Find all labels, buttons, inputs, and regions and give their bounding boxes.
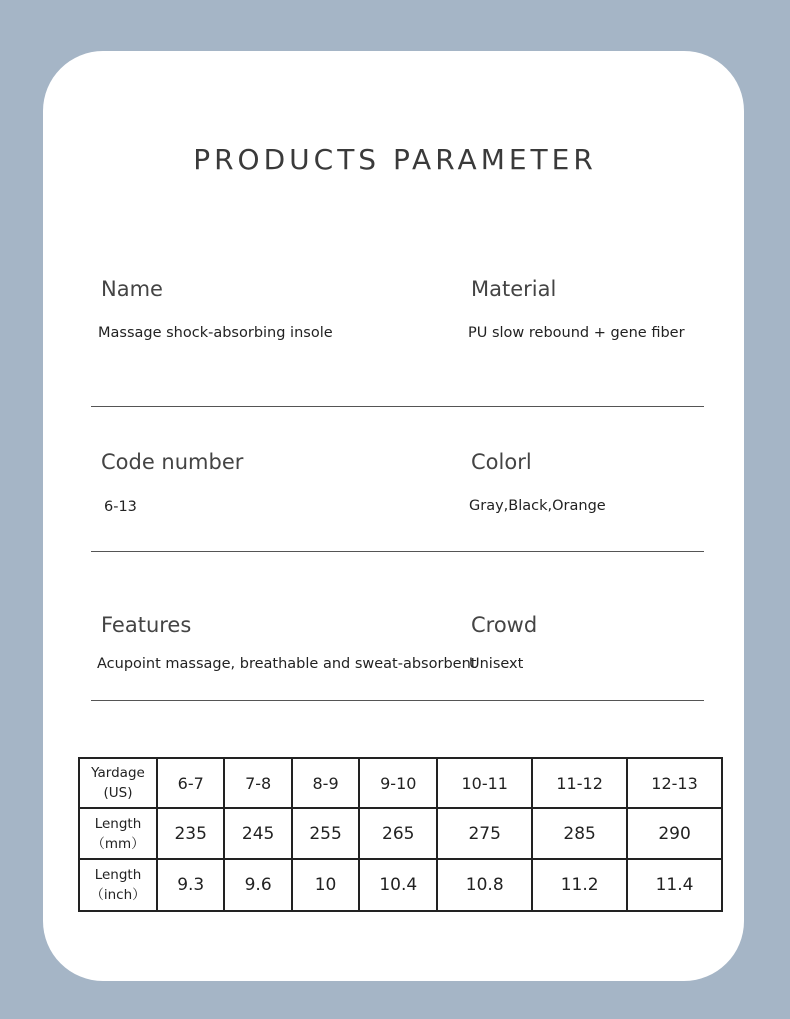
row-header-line1: Length — [94, 867, 142, 883]
table-cell: 10.4 — [359, 859, 437, 911]
page-title: PRODUCTS PARAMETER — [193, 143, 597, 176]
row-header — [79, 859, 157, 911]
table-cell: 11.4 — [627, 859, 722, 911]
row-header — [79, 808, 157, 859]
table-cell: 10-11 — [437, 758, 532, 808]
divider — [91, 700, 704, 701]
row-header-line2: (US) — [103, 785, 133, 801]
row-header-line2: （inch） — [90, 887, 146, 903]
material-label: Material — [471, 277, 557, 301]
size-table — [78, 757, 723, 912]
table-row — [79, 859, 722, 911]
crowd-value: Unisext — [469, 656, 524, 672]
name-value: Massage shock-absorbing insole — [98, 325, 333, 341]
table-cell: 10.8 — [437, 859, 532, 911]
table-cell: 265 — [359, 808, 437, 859]
table-cell: 255 — [292, 808, 359, 859]
row-header-line1: Yardage — [91, 765, 145, 781]
table-cell: 9.3 — [157, 859, 224, 911]
table-cell: 245 — [224, 808, 291, 859]
code-number-label: Code number — [101, 450, 244, 474]
color-label: Colorl — [471, 450, 532, 474]
row-header-line1: Length — [94, 815, 142, 832]
features-value: Acupoint massage, breathable and sweat-absorbent — [97, 656, 477, 672]
table-cell: 285 — [532, 808, 627, 859]
table-cell: 6-7 — [157, 758, 224, 808]
table-cell: 8-9 — [292, 758, 359, 808]
table-cell: 9-10 — [359, 758, 437, 808]
table-cell: 9.6 — [224, 859, 291, 911]
material-value: PU slow rebound + gene fiber — [468, 325, 685, 341]
color-value: Gray,Black,Orange — [469, 498, 606, 514]
crowd-label: Crowd — [471, 613, 538, 637]
table-cell: 11.2 — [532, 859, 627, 911]
code-number-value: 6-13 — [104, 499, 137, 515]
table-cell: 12-13 — [627, 758, 722, 808]
divider — [91, 406, 704, 407]
table-cell: 275 — [437, 808, 532, 859]
table-cell: 11-12 — [532, 758, 627, 808]
table-cell: 290 — [627, 808, 722, 859]
row-header-line2: （mm） — [91, 835, 145, 852]
divider — [91, 551, 704, 552]
table-cell: 235 — [157, 808, 224, 859]
name-label: Name — [101, 277, 163, 301]
features-label: Features — [101, 613, 192, 637]
row-header — [79, 758, 157, 808]
table-cell: 10 — [292, 859, 359, 911]
table-cell: 7-8 — [224, 758, 291, 808]
table-row — [79, 758, 722, 808]
table-row — [79, 808, 722, 859]
